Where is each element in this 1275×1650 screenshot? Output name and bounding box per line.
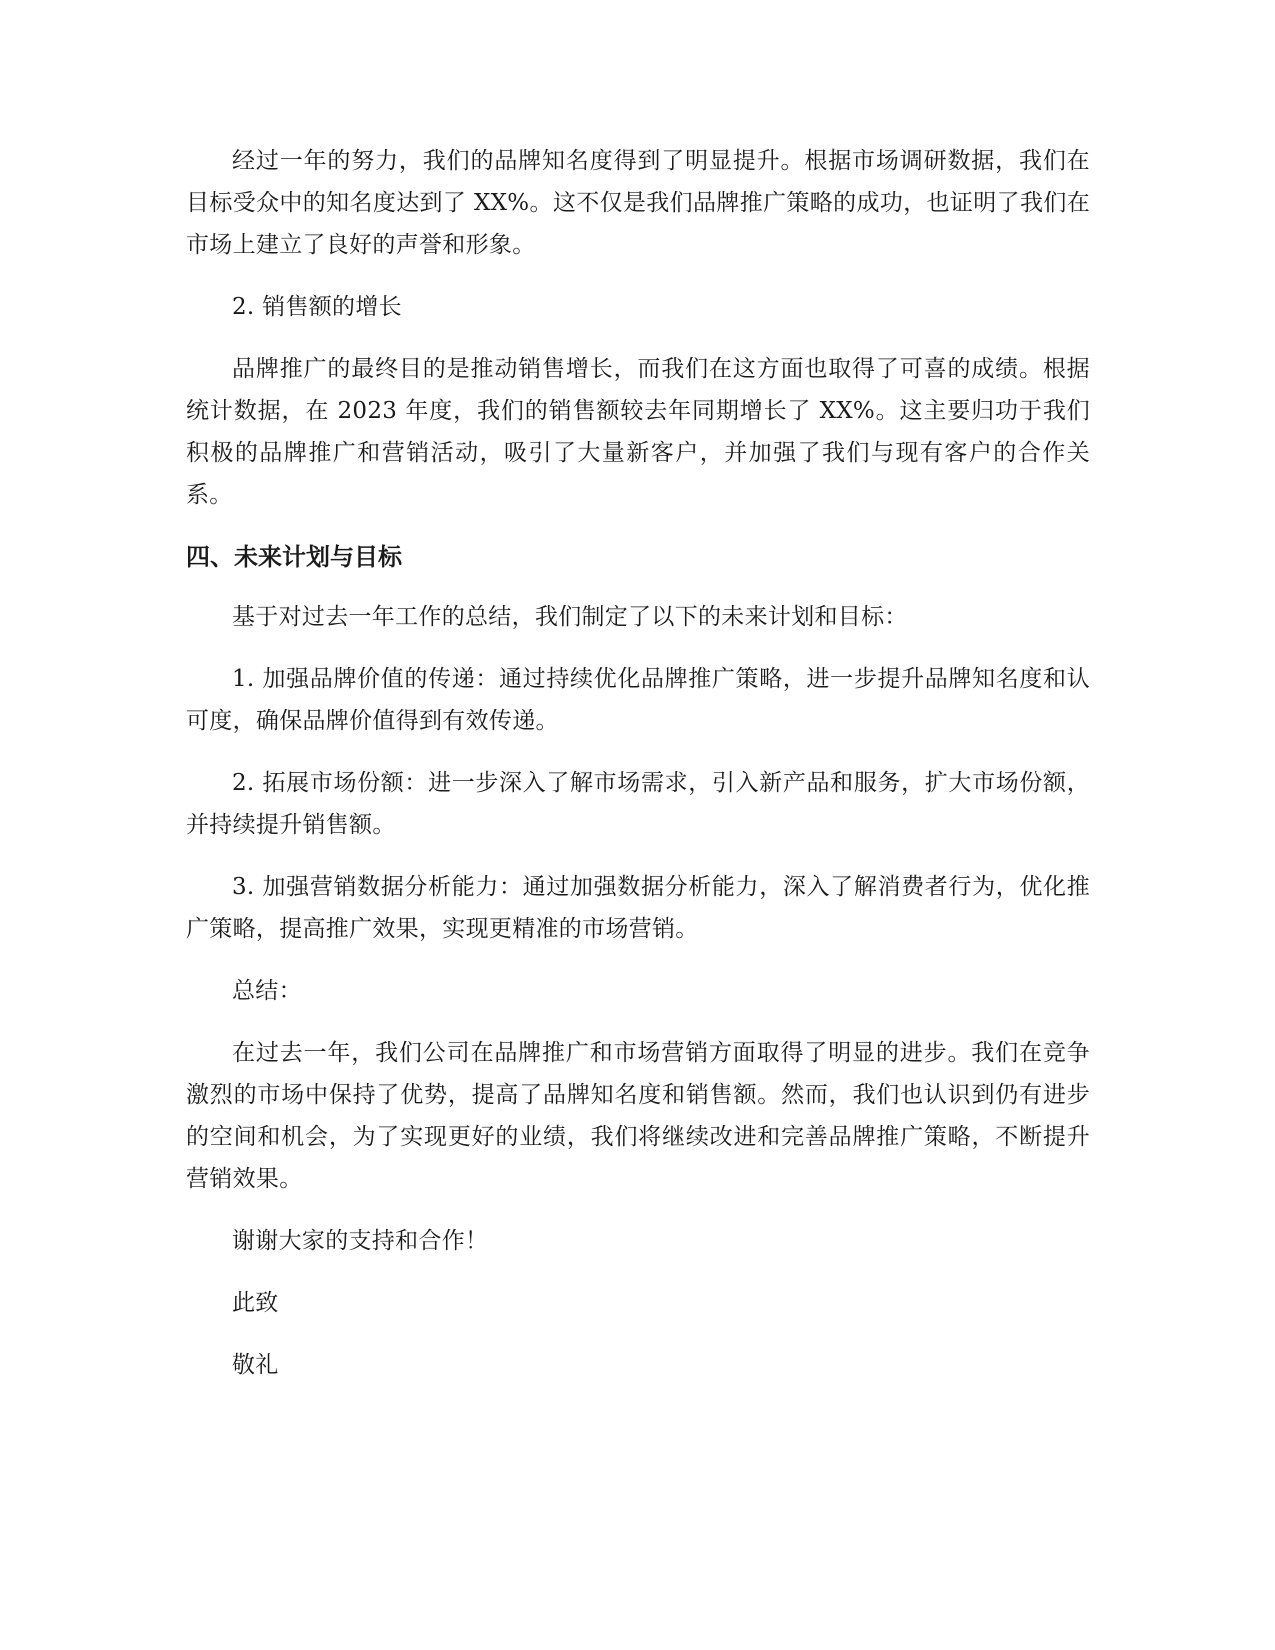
- summary-label: 总结：: [232, 978, 302, 1004]
- paragraph-plans-intro: 基于对过去一年工作的总结，我们制定了以下的未来计划和目标：: [232, 604, 908, 630]
- thanks-line: 谢谢大家的支持和合作！: [232, 1228, 489, 1254]
- document-page: [186, 140, 1090, 1406]
- list-item-plan-3: 3. 加强营销数据分析能力：通过加强数据分析能力，深入了解消费者行为，优化推广策略，提高推广效果，实现更精准的市场营销。: [186, 874, 1090, 942]
- section-heading-future-plans: 四、未来计划与目标: [186, 543, 402, 571]
- subheading-sales-growth: 2. 销售额的增长: [232, 294, 402, 320]
- paragraph-sales-growth: 品牌推广的最终目的是推动销售增长，而我们在这方面也取得了可喜的成绩。根据统计数据，在 2023 年度，我们的销售额较去年同期增长了 XX%。这主要归功于我们积极的品牌推广和营销活动，吸引了大量新客户，并加强了我们与现有客户的合作关系。: [186, 356, 1090, 508]
- paragraph-summary: 在过去一年，我们公司在品牌推广和市场营销方面取得了明显的进步。我们在竞争激烈的市场中保持了优势，提高了品牌知名度和销售额。然而，我们也认识到仍有进步的空间和机会，为了实现更好的业绩，我们将继续改进和完善品牌推广策略，不断提升营销效果。: [186, 1040, 1090, 1192]
- list-item-plan-2: 2. 拓展市场份额：进一步深入了解市场需求，引入新产品和服务，扩大市场份额，并持续提升销售额。: [186, 770, 1090, 838]
- closing-line-1: 此致: [232, 1290, 279, 1316]
- paragraph-brand-awareness: 经过一年的努力，我们的品牌知名度得到了明显提升。根据市场调研数据，我们在目标受众中的知名度达到了 XX%。这不仅是我们品牌推广策略的成功，也证明了我们在市场上建立了良好的声誉和形象。: [186, 148, 1090, 258]
- list-item-plan-1: 1. 加强品牌价值的传递：通过持续优化品牌推广策略，进一步提升品牌知名度和认可度，确保品牌价值得到有效传递。: [186, 666, 1090, 734]
- closing-line-2: 敬礼: [232, 1352, 279, 1378]
